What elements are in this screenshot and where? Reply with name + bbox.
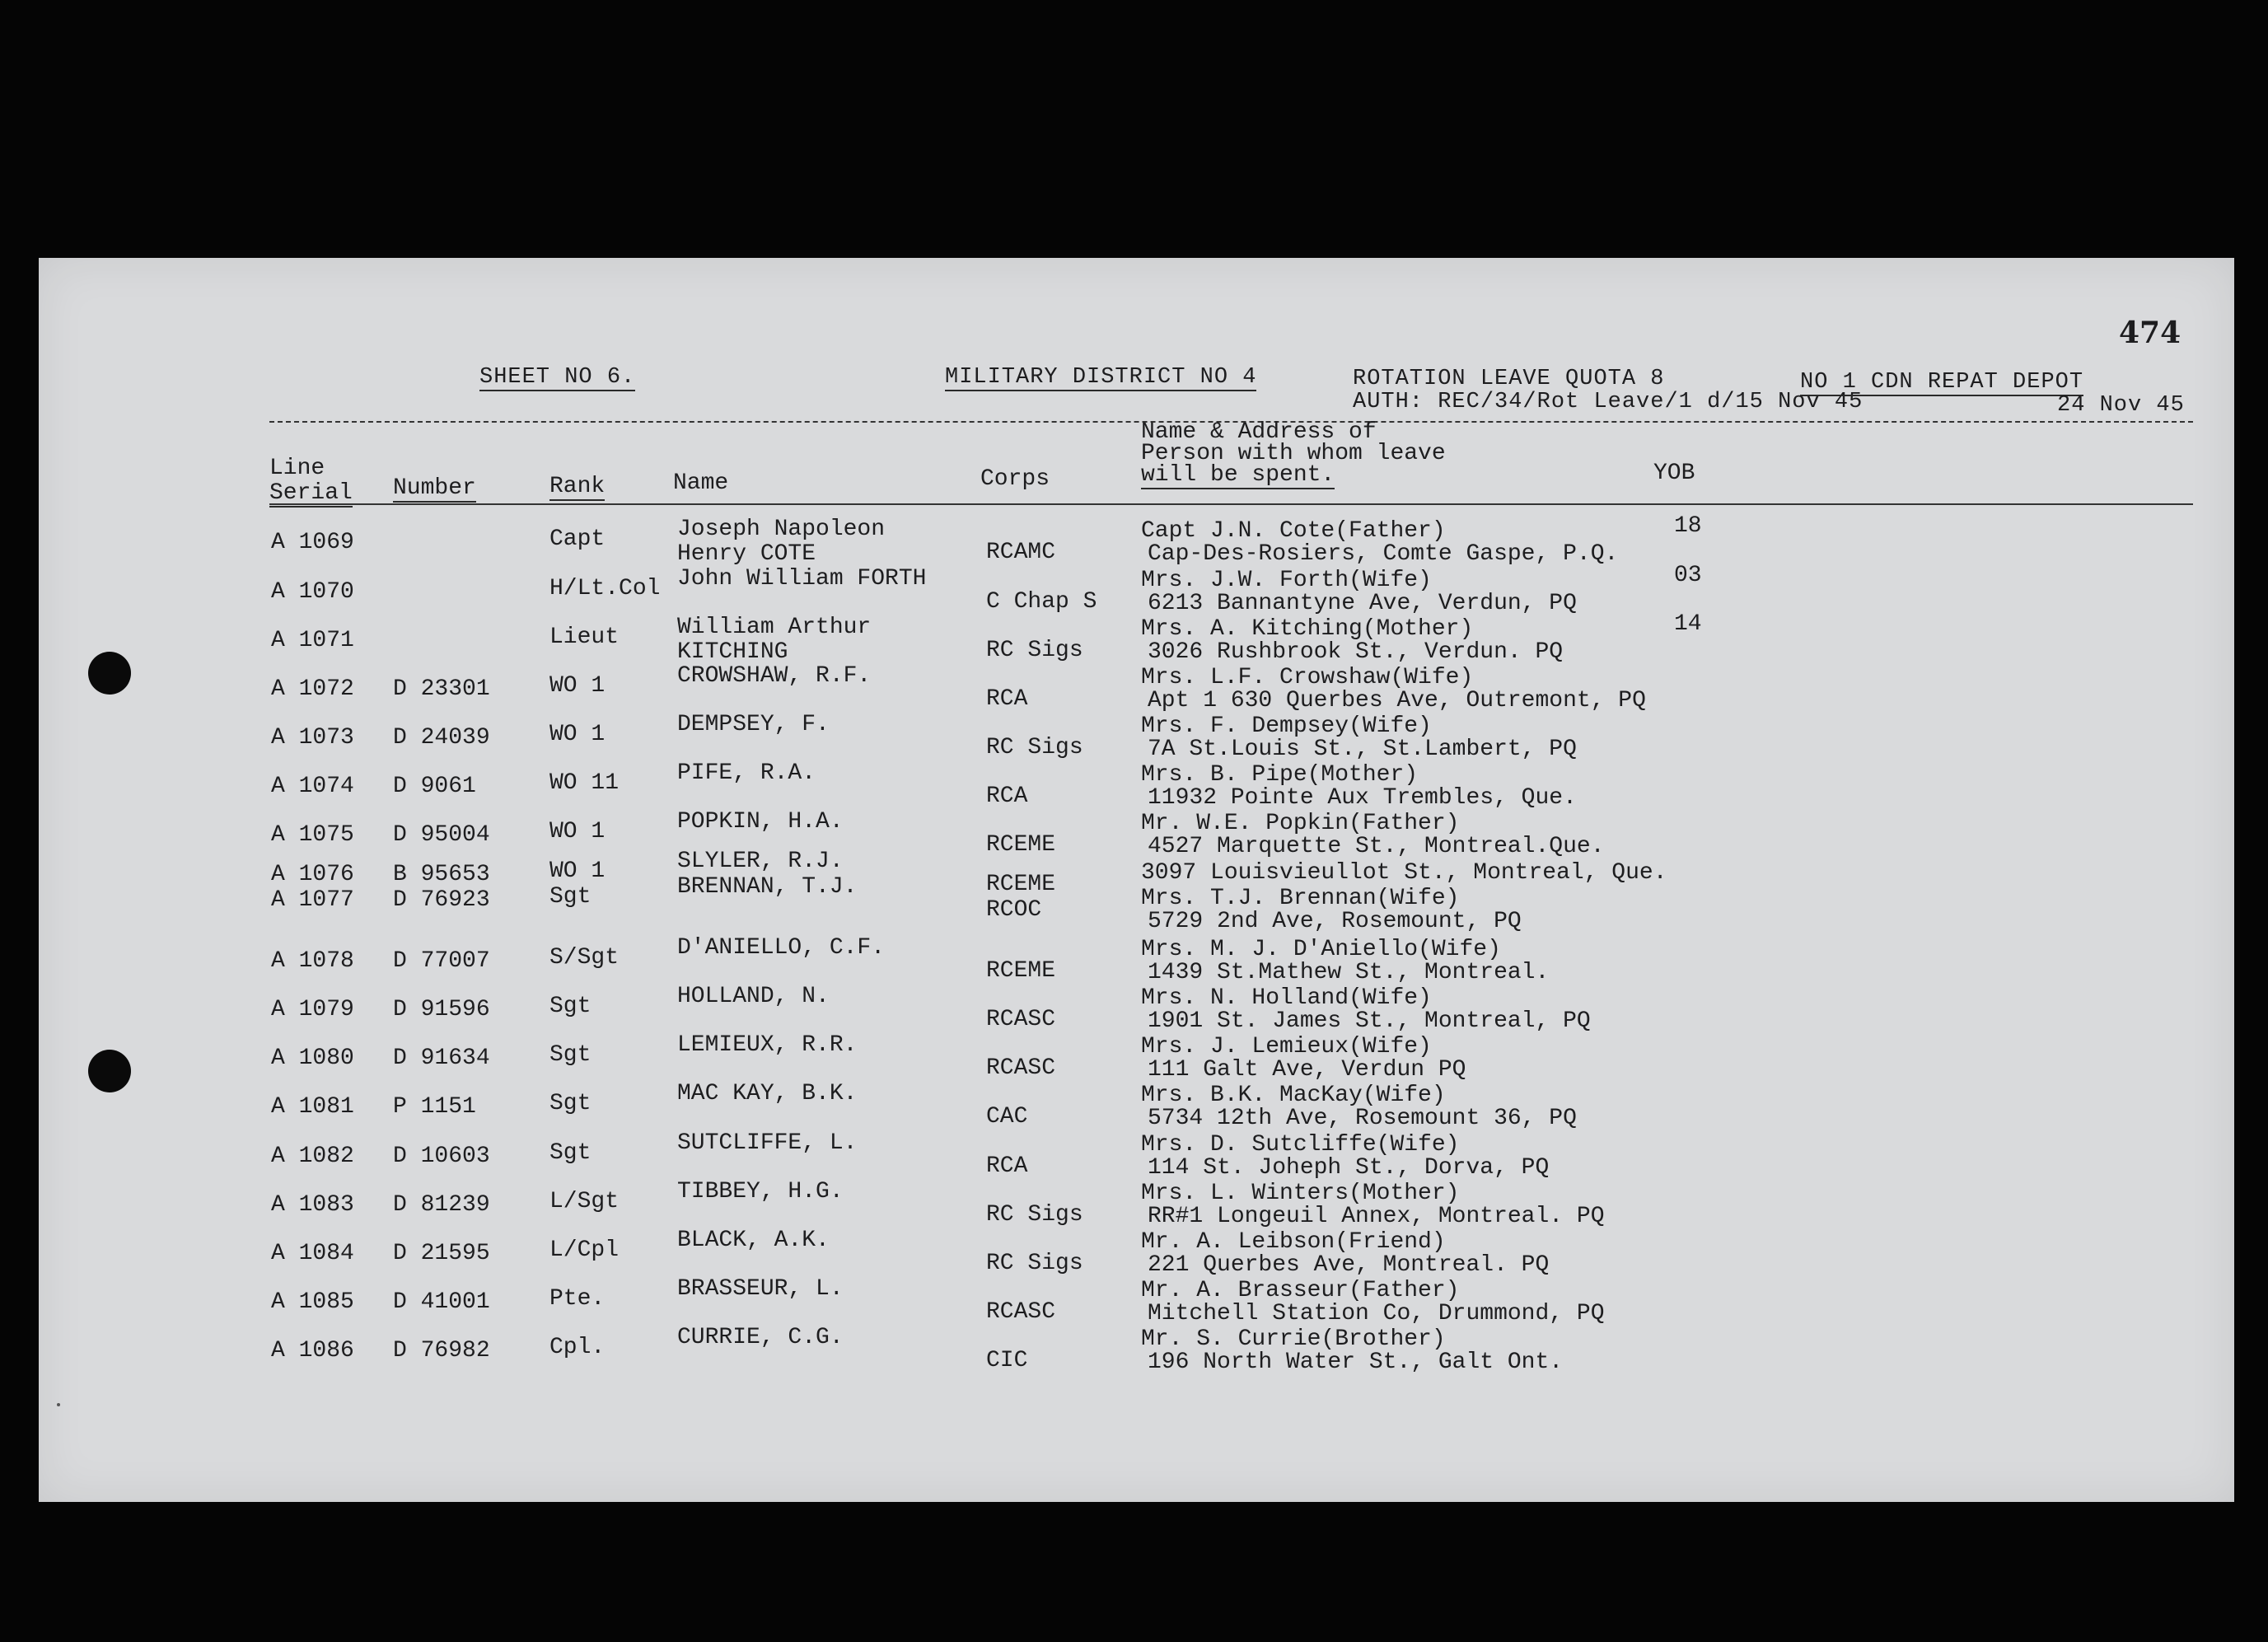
leave-contact: Mrs. D. Sutcliffe(Wife)	[1141, 1132, 1460, 1158]
col-rank: Rank	[549, 474, 606, 499]
rank: Sgt	[549, 994, 592, 1019]
member-name: BRENNAN, T.J.	[677, 874, 858, 900]
service-number: D 41001	[393, 1289, 490, 1315]
corps: RCEME	[986, 958, 1056, 984]
corps: CAC	[986, 1104, 1028, 1130]
corps: RCA	[986, 686, 1028, 712]
rank: WO 1	[549, 722, 606, 747]
rank: L/Sgt	[549, 1189, 620, 1214]
rank: H/Lt.Col	[549, 576, 661, 601]
line-serial: A 1081	[271, 1094, 354, 1120]
member-name-continued: Henry COTE	[677, 541, 816, 567]
service-number: D 21595	[393, 1241, 490, 1266]
leave-contact: Mrs. L. Winters(Mother)	[1141, 1181, 1460, 1206]
rank: WO 1	[549, 858, 606, 884]
leave-contact: 3097 Louisvieullot St., Montreal, Que.	[1141, 860, 1667, 886]
leave-address: 5729 2nd Ave, Rosemount, PQ	[1148, 909, 1522, 934]
service-number: D 76923	[393, 887, 490, 913]
rank: Sgt	[549, 1140, 592, 1166]
service-number: D 91596	[393, 997, 490, 1022]
member-name: PIFE, R.A.	[677, 760, 816, 786]
line-serial: A 1075	[271, 822, 354, 848]
punch-hole-bottom	[88, 1050, 131, 1092]
leave-address: Apt 1 630 Querbes Ave, Outremont, PQ	[1148, 688, 1646, 713]
member-name: SUTCLIFFE, L.	[677, 1130, 858, 1156]
member-name: BLACK, A.K.	[677, 1228, 830, 1253]
leave-address: 196 North Water St., Galt Ont.	[1148, 1350, 1564, 1375]
member-name: CURRIE, C.G.	[677, 1325, 844, 1350]
year-of-birth: 18	[1674, 513, 1702, 539]
service-number: B 95653	[393, 862, 490, 887]
corps: RCASC	[986, 1055, 1056, 1081]
member-name: SLYLER, R.J.	[677, 849, 844, 874]
leave-address: 6213 Bannantyne Ave, Verdun, PQ	[1148, 591, 1577, 616]
leave-contact: Mrs. J. Lemieux(Wife)	[1141, 1034, 1432, 1060]
sheet-date: 24 Nov 45	[2057, 393, 2185, 418]
member-name: BRASSEUR, L.	[677, 1276, 844, 1302]
leave-contact: Mrs. B. Pipe(Mother)	[1141, 762, 1419, 788]
leave-address: Cap-Des-Rosiers, Comte Gaspe, P.Q.	[1148, 541, 1619, 567]
rank: Sgt	[549, 1091, 592, 1116]
service-number: D 91634	[393, 1046, 490, 1071]
rank: S/Sgt	[549, 945, 620, 971]
col-number: Number	[393, 475, 476, 501]
member-name: TIBBEY, H.G.	[677, 1179, 844, 1205]
leave-address: 1901 St. James St., Montreal, PQ	[1148, 1008, 1591, 1034]
leave-contact: Mr. S. Currie(Brother)	[1141, 1326, 1446, 1352]
corps: RCEME	[986, 832, 1056, 858]
leave-address: 111 Galt Ave, Verdun PQ	[1148, 1057, 1466, 1083]
line-serial: A 1078	[271, 948, 354, 974]
edge-mark	[57, 1403, 60, 1406]
leave-contact: Mr. A. Leibson(Friend)	[1141, 1229, 1446, 1255]
service-number: D 76982	[393, 1338, 490, 1364]
col-corps: Corps	[980, 466, 1050, 492]
service-number: D 81239	[393, 1192, 490, 1218]
col-address-1: Name & Address of	[1141, 419, 1377, 445]
col-address-3: will be spent.	[1141, 462, 1335, 488]
corps: C Chap S	[986, 589, 1097, 615]
line-serial: A 1082	[271, 1144, 354, 1169]
authority-line: AUTH: REC/34/Rot Leave/1 d/15 Nov 45	[1353, 390, 1864, 414]
corps: RC Sigs	[986, 735, 1083, 760]
column-header-rule	[269, 503, 2193, 505]
col-yob: YOB	[1653, 461, 1695, 486]
member-name: CROWSHAW, R.F.	[677, 663, 872, 689]
col-serial: Serial	[269, 480, 353, 506]
sheet-number: SHEET NO 6.	[479, 365, 636, 390]
line-serial: A 1079	[271, 997, 354, 1022]
leave-address: 221 Querbes Ave, Montreal. PQ	[1148, 1252, 1550, 1278]
rank: L/Cpl	[549, 1237, 620, 1263]
rank: Sgt	[549, 884, 592, 910]
leave-address: 11932 Pointe Aux Trembles, Que.	[1148, 785, 1577, 811]
leave-address: 7A St.Louis St., St.Lambert, PQ	[1148, 737, 1577, 762]
col-address-2: Person with whom leave	[1141, 441, 1446, 466]
service-number: D 23301	[393, 676, 490, 702]
rank: Lieut	[549, 625, 620, 650]
line-serial: A 1077	[271, 887, 354, 913]
document-sheet	[39, 258, 2234, 1502]
service-number: P 1151	[393, 1094, 476, 1120]
line-serial: A 1073	[271, 725, 354, 751]
leave-contact: Mrs. B.K. MacKay(Wife)	[1141, 1083, 1446, 1108]
punch-hole-top	[88, 652, 131, 695]
military-district: MILITARY DISTRICT NO 4	[945, 365, 1257, 390]
line-serial: A 1084	[271, 1241, 354, 1266]
member-name-continued: KITCHING	[677, 639, 788, 665]
member-name: Joseph Napoleon	[677, 517, 886, 542]
corps: RCEME	[986, 872, 1056, 897]
service-number: D 10603	[393, 1144, 490, 1169]
leave-contact: Mrs. M. J. D'Aniello(Wife)	[1141, 937, 1501, 962]
rank: WO 1	[549, 673, 606, 699]
service-number: D 77007	[393, 948, 490, 974]
corps: RCASC	[986, 1299, 1056, 1325]
rank: Cpl.	[549, 1335, 606, 1360]
member-name: DEMPSEY, F.	[677, 712, 830, 737]
col-line: Line	[269, 456, 325, 481]
rank: Sgt	[549, 1042, 592, 1068]
leave-address: RR#1 Longeuil Annex, Montreal. PQ	[1148, 1204, 1605, 1229]
leave-contact: Mr. W.E. Popkin(Father)	[1141, 811, 1460, 836]
leave-address: 3026 Rushbrook St., Verdun. PQ	[1148, 639, 1564, 665]
rank: Pte.	[549, 1286, 606, 1312]
rank: Capt	[549, 526, 606, 552]
line-serial: A 1086	[271, 1338, 354, 1364]
line-serial: A 1085	[271, 1289, 354, 1315]
member-name: POPKIN, H.A.	[677, 809, 844, 835]
corps: RC Sigs	[986, 1251, 1083, 1276]
line-serial: A 1069	[271, 530, 354, 555]
service-number: D 95004	[393, 822, 490, 848]
line-serial: A 1071	[271, 628, 354, 653]
leave-contact: Mrs. N. Holland(Wife)	[1141, 985, 1432, 1011]
leave-contact: Mrs. J.W. Forth(Wife)	[1141, 568, 1432, 593]
rotation-quota: ROTATION LEAVE QUOTA 8	[1353, 367, 1665, 391]
col-name: Name	[673, 470, 729, 496]
leave-address: 1439 St.Mathew St., Montreal.	[1148, 960, 1550, 985]
line-serial: A 1072	[271, 676, 354, 702]
corps: RC Sigs	[986, 1202, 1083, 1228]
member-name: William Arthur	[677, 615, 872, 640]
service-number: D 24039	[393, 725, 490, 751]
corps: RCA	[986, 784, 1028, 809]
corps: RCAMC	[986, 540, 1056, 565]
leave-address: 4527 Marquette St., Montreal.Que.	[1148, 834, 1605, 859]
line-serial: A 1076	[271, 862, 354, 887]
member-name: HOLLAND, N.	[677, 984, 830, 1009]
leave-address: 114 St. Joheph St., Dorva, PQ	[1148, 1155, 1550, 1181]
leave-contact: Mrs. F. Dempsey(Wife)	[1141, 713, 1432, 739]
leave-contact: Mr. A. Brasseur(Father)	[1141, 1278, 1460, 1303]
year-of-birth: 14	[1674, 611, 1702, 637]
corps: RCASC	[986, 1007, 1056, 1032]
repat-depot: NO 1 CDN REPAT DEPOT	[1800, 370, 2084, 395]
year-of-birth: 03	[1674, 563, 1702, 588]
leave-contact: Capt J.N. Cote(Father)	[1141, 518, 1446, 544]
corps: CIC	[986, 1348, 1028, 1373]
leave-contact: Mrs. L.F. Crowshaw(Wife)	[1141, 665, 1474, 690]
leave-address: 5734 12th Ave, Rosemount 36, PQ	[1148, 1106, 1577, 1131]
member-name: LEMIEUX, R.R.	[677, 1032, 858, 1058]
line-serial: A 1083	[271, 1192, 354, 1218]
member-name: D'ANIELLO, C.F.	[677, 935, 886, 961]
line-serial: A 1080	[271, 1046, 354, 1071]
rank: WO 1	[549, 819, 606, 844]
corps: RCA	[986, 1153, 1028, 1179]
member-name: MAC KAY, B.K.	[677, 1081, 858, 1106]
line-serial: A 1074	[271, 774, 354, 799]
leave-contact: Mrs. T.J. Brennan(Wife)	[1141, 886, 1460, 911]
member-name: John William FORTH	[677, 566, 927, 592]
service-number: D 9061	[393, 774, 476, 799]
line-serial: A 1070	[271, 579, 354, 605]
leave-contact: Mrs. A. Kitching(Mother)	[1141, 616, 1474, 642]
rank: WO 11	[549, 770, 620, 796]
corps: RC Sigs	[986, 638, 1083, 663]
leave-address: Mitchell Station Co, Drummond, PQ	[1148, 1301, 1605, 1326]
corps: RCOC	[986, 897, 1042, 923]
page-number: 474	[2119, 316, 2181, 350]
